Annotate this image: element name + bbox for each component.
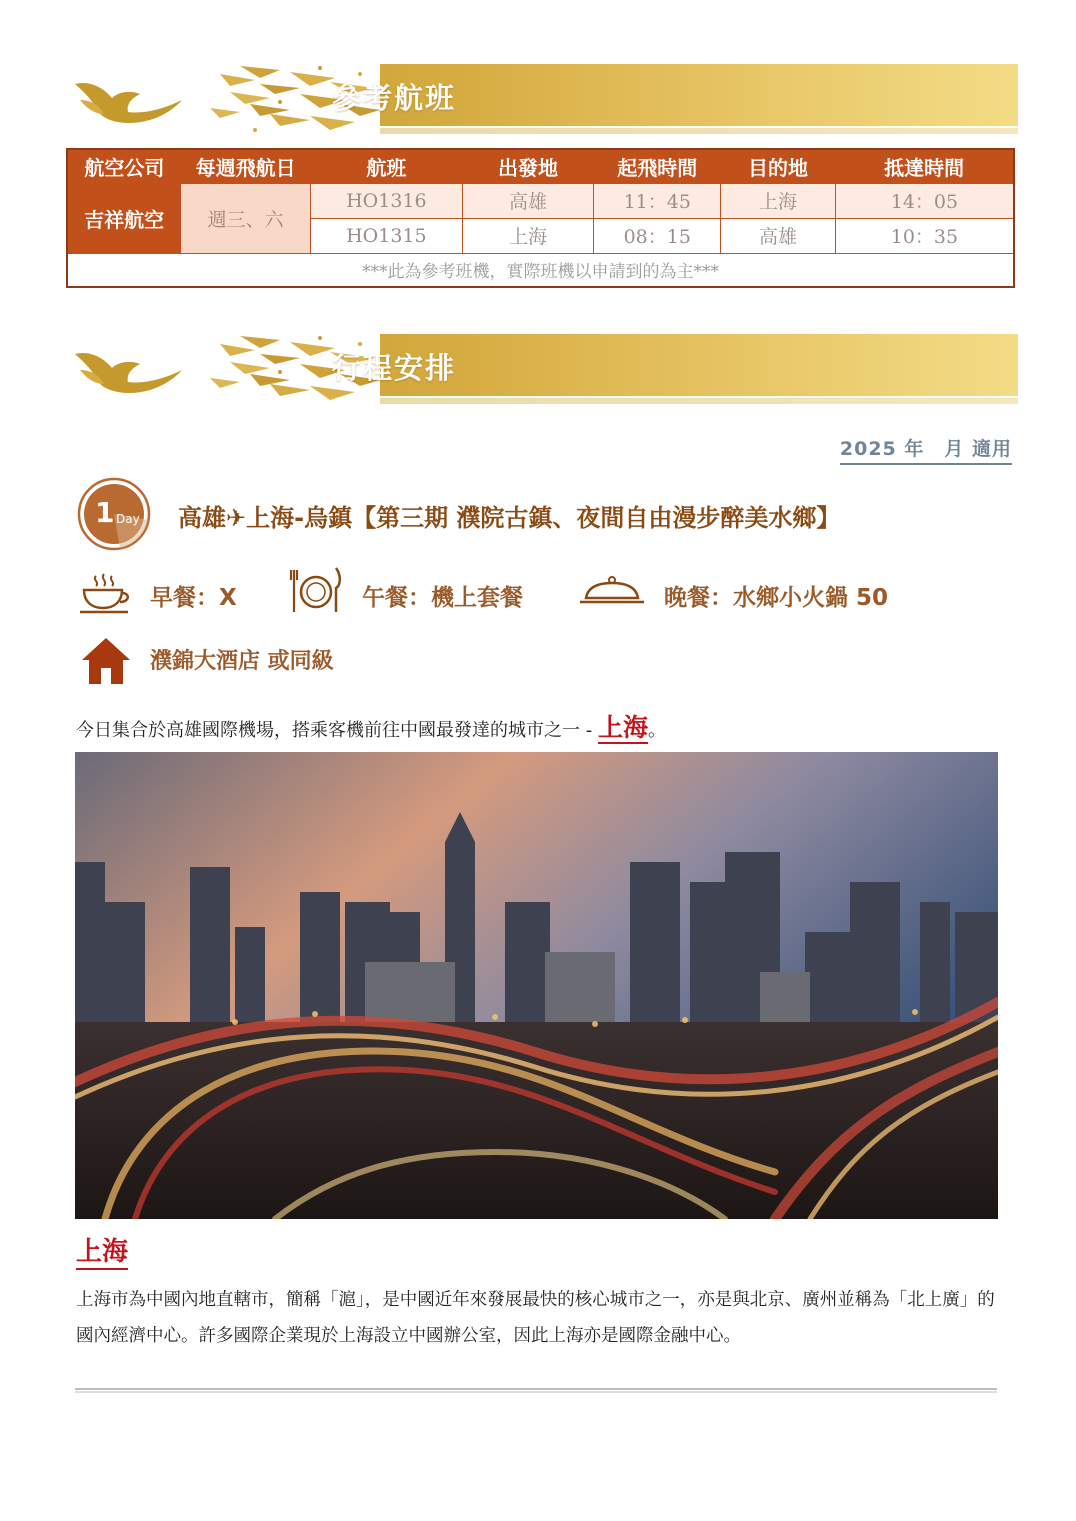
- depart-cell: 08：15: [594, 218, 721, 253]
- intro-highlight: 上海: [597, 713, 648, 742]
- header-flight: 航班: [310, 149, 462, 183]
- cloche-icon: [578, 574, 646, 608]
- apply-date: 2025 年 月 適用: [840, 434, 1012, 465]
- city-title: 上海: [76, 1238, 128, 1270]
- banner-underline: [310, 128, 1018, 134]
- arrive-cell: 10：35: [835, 218, 1014, 253]
- shanghai-skyline-photo: [75, 752, 998, 1219]
- city-description: 上海市為中國內地直轄市，簡稱「滬」，是中國近年來發展最快的核心城市之一，亦是與北京、廣州並稱為「北上廣」的國內經濟中心。許多國際企業現於上海設立中國辦公室，因此上海亦是國際金融中心。: [76, 1290, 995, 1346]
- day-number: 1: [95, 496, 115, 529]
- arrive-cell: 14：05: [835, 183, 1014, 218]
- header-from: 出發地: [462, 149, 594, 183]
- coffee-cup-icon: [78, 572, 132, 616]
- section-banner-flights: [70, 64, 1018, 136]
- divider: [75, 1388, 997, 1393]
- days-cell: 週三、六: [181, 183, 311, 253]
- day-badge-icon: [76, 476, 152, 552]
- bird-logo-icon: [70, 340, 190, 400]
- day-title: 高雄✈上海-烏鎮【第三期 濮院古鎮、夜間自由漫步醉美水鄉】: [178, 504, 841, 532]
- section-title: 參考航班: [332, 81, 457, 115]
- flight-cell: HO1316: [310, 183, 462, 218]
- header-depart: 起飛時間: [594, 149, 721, 183]
- intro-suffix: 。: [647, 720, 666, 741]
- header-airline: 航空公司: [67, 149, 181, 183]
- banner-underline: [310, 398, 1018, 404]
- header-arrive: 抵達時間: [835, 149, 1014, 183]
- lunch-text: 午餐：機上套餐: [362, 585, 523, 611]
- day-label: Day: [116, 512, 140, 526]
- section-banner-itinerary: [70, 334, 1018, 406]
- table-row: [67, 183, 1014, 218]
- dinner-text: 晚餐：水鄉小火鍋 50: [664, 585, 889, 611]
- from-cell: 上海: [462, 218, 594, 253]
- flight-note: ***此為參考班機，實際班機以申請到的為主***: [67, 253, 1014, 287]
- section-title: 行程安排: [332, 351, 457, 385]
- house-icon: [80, 636, 132, 686]
- from-cell: 高雄: [462, 183, 594, 218]
- bird-logo-icon: [70, 70, 190, 130]
- table-note-row: [67, 253, 1014, 287]
- airline-cell: 吉祥航空: [67, 183, 181, 253]
- plate-cutlery-icon: [288, 566, 344, 616]
- header-to: 目的地: [721, 149, 836, 183]
- to-cell: 上海: [721, 183, 836, 218]
- table-header-row: [67, 149, 1014, 183]
- day-intro: [76, 708, 666, 744]
- flight-table: [66, 148, 1015, 288]
- breakfast-text: 早餐：X: [150, 585, 237, 611]
- hotel-text: 濮錦大酒店 或同級: [150, 649, 334, 674]
- depart-cell: 11：45: [594, 183, 721, 218]
- flight-cell: HO1315: [310, 218, 462, 253]
- to-cell: 高雄: [721, 218, 836, 253]
- header-days: 每週飛航日: [181, 149, 311, 183]
- intro-text: 今日集合於高雄國際機場，搭乘客機前往中國最發達的城市之一 -: [76, 720, 598, 741]
